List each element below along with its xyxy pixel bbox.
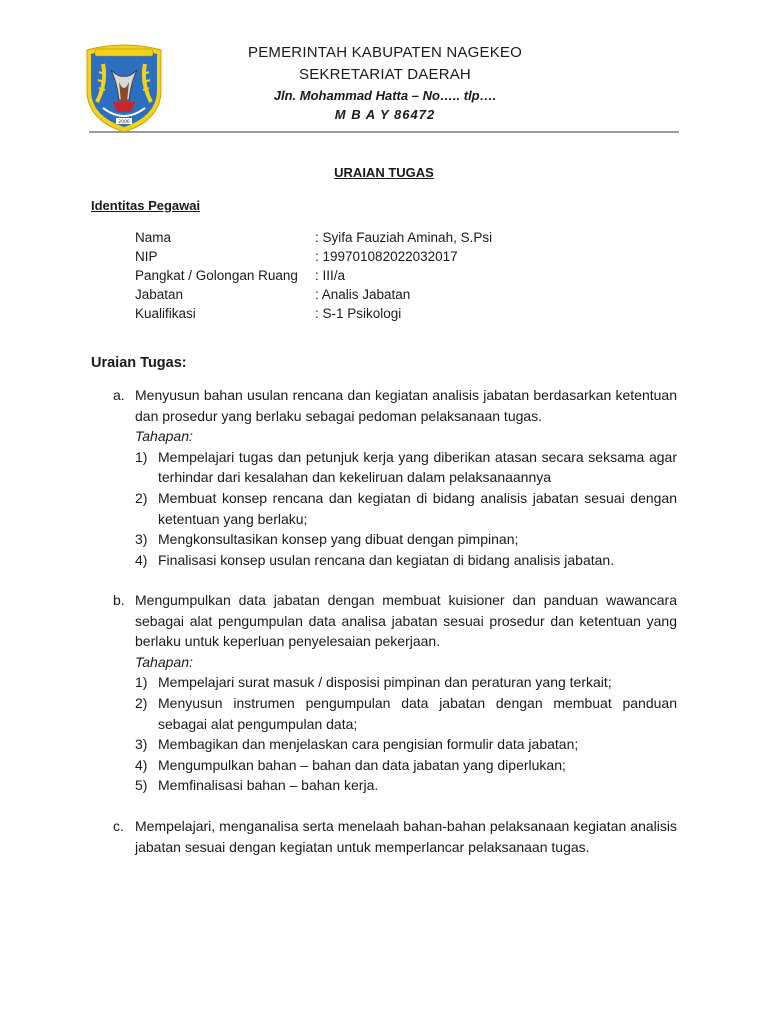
task-item-a	[113, 385, 677, 570]
identity-row-pangkat	[135, 266, 492, 285]
stage-text: Mempelajari surat masuk / disposisi pimpinan dan peraturan yang terkait;	[158, 674, 612, 691]
stages-label: Tahapan:	[135, 653, 193, 670]
task-description: Mengumpulkan data jabatan dengan membuat kuisioner dan panduan wawancara sebagai alat pengumpulan data analisa jabatan sesuai prosedur dan ketentuan yang berlaku untuk keperluan penyelesaian pekerjaan.	[135, 592, 677, 650]
stage-text: Memfinalisasi bahan – bahan kerja.	[158, 777, 379, 794]
stage-number: 3)	[135, 736, 148, 753]
emblem-year: 2006	[118, 120, 130, 125]
stage-number: 2)	[135, 694, 148, 711]
letterhead-city: M B A Y 86472	[334, 107, 436, 122]
stage-number: 4)	[135, 551, 148, 568]
stage-list	[135, 672, 677, 796]
stage-item	[135, 529, 677, 550]
identity-row-nip	[135, 247, 492, 266]
identity-label: Nama	[135, 230, 172, 245]
identity-label: Pangkat / Golongan Ruang	[135, 268, 298, 283]
stage-number: 2)	[135, 489, 148, 506]
stage-item	[135, 693, 677, 734]
task-description: Menyusun bahan usulan rencana dan kegiatan analisis jabatan berdasarkan ketentuan dan prosedur yang berlaku sebagai pedoman pelaksanaan tugas.	[135, 387, 677, 424]
task-item-b	[113, 590, 677, 796]
task-description: Mempelajari, menganalisa serta menelaah bahan-bahan pelaksanaan kegiatan analisis jabatan sesuai dengan kegiatan untuk memperlancar pelaksanaan tugas.	[135, 818, 677, 855]
task-letter: b.	[113, 592, 125, 608]
identity-label: NIP	[135, 249, 158, 264]
stage-number: 5)	[135, 777, 148, 794]
stage-number: 4)	[135, 756, 148, 773]
identity-label: Jabatan	[135, 287, 184, 302]
stage-list	[135, 447, 677, 571]
identity-row-jabatan	[135, 285, 492, 304]
document-title: URAIAN TUGAS	[334, 165, 434, 180]
identity-value: : Syifa Fauziah Aminah, S.Psi	[315, 230, 493, 245]
identity-label: Kualifikasi	[135, 306, 196, 321]
letterhead-government: PEMERINTAH KABUPATEN NAGEKEO	[248, 44, 522, 61]
identity-heading: Identitas Pegawai	[91, 198, 201, 213]
task-letter: a.	[113, 387, 125, 403]
stage-text: Mengkonsultasikan konsep yang dibuat dengan pimpinan;	[158, 531, 519, 548]
identity-row-kualifikasi	[135, 304, 492, 323]
stage-item	[135, 447, 677, 488]
stage-text: Membuat konsep rencana dan kegiatan di bidang analisis jabatan sesuai dengan ketentuan yang berlaku;	[158, 489, 677, 527]
stage-number: 1)	[135, 448, 148, 465]
regency-emblem-logo	[83, 42, 165, 134]
stage-text: Finalisasi konsep usulan rencana dan kegiatan di bidang analisis jabatan.	[158, 551, 615, 568]
stage-item	[135, 672, 677, 693]
stage-text: Membagikan dan menjelaskan cara pengisian formulir data jabatan;	[158, 736, 579, 753]
identity-table	[135, 228, 492, 323]
identity-row-nama	[135, 228, 492, 247]
letterhead-divider	[89, 131, 679, 133]
stage-number: 3)	[135, 531, 148, 548]
stage-item	[135, 755, 677, 776]
letterhead-secretariat: SEKRETARIAT DAERAH	[299, 66, 471, 83]
stages-label: Tahapan:	[135, 428, 193, 445]
stage-item	[135, 734, 677, 755]
tasks-heading: Uraian Tugas:	[91, 355, 187, 371]
stage-text: Mempelajari tugas dan petunjuk kerja yang diberikan atasan secara seksama agar terhindar dari kesalahan dan kekeliruan dalam pelaksanaannya	[158, 448, 677, 486]
stage-text: Menyusun instrumen pengumpulan data jabatan dengan membuat panduan sebagai alat pengumpulan data;	[158, 694, 677, 732]
identity-value: : III/a	[315, 268, 346, 283]
task-item-c	[113, 816, 677, 857]
stage-text: Mengumpulkan bahan – bahan dan data jabatan yang diperlukan;	[158, 756, 566, 773]
identity-value: : 199701082022032017	[315, 249, 458, 264]
letterhead-address: Jln. Mohammad Hatta – No….. tlp….	[273, 88, 497, 103]
identity-value: : Analis Jabatan	[315, 287, 411, 302]
stage-item	[135, 488, 677, 529]
stage-item	[135, 775, 677, 796]
stage-item	[135, 550, 677, 571]
identity-value: : S-1 Psikologi	[315, 306, 402, 321]
stage-number: 1)	[135, 674, 148, 691]
task-letter: c.	[113, 818, 124, 834]
